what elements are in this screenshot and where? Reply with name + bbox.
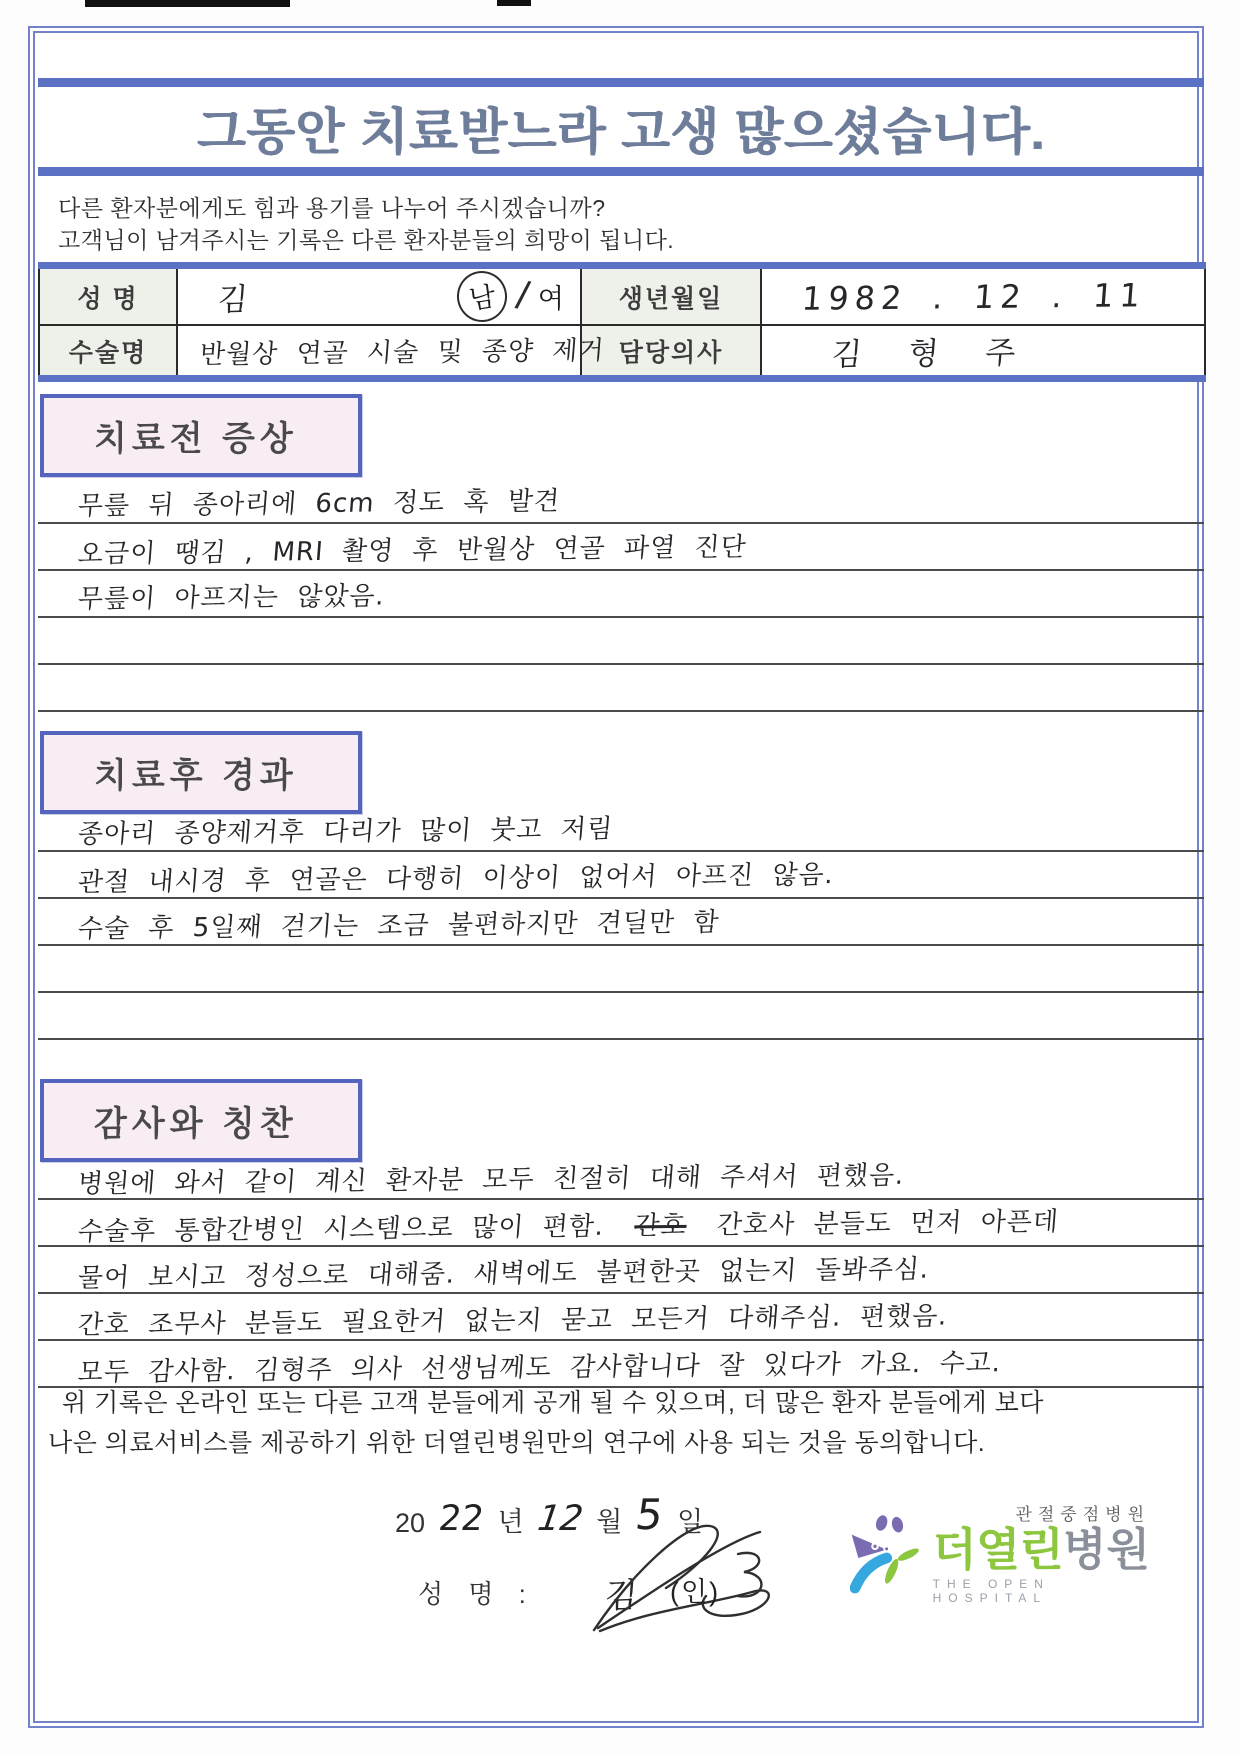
date-day-hand: 5 [632,1490,667,1539]
handwritten-text: 오금이 땡김 , MRI 촬영 후 반월상 연골 파열 진단 [76,532,748,570]
surgery-label: 수술명 [39,325,177,379]
progress-lines [38,805,1204,1040]
table-row [39,325,1205,379]
writing-line [38,1294,1204,1341]
table-row [39,266,1205,326]
consent-text [48,1383,1203,1463]
thanks-lines [38,1153,1204,1388]
consent-line-2: 나은 의료서비스를 제공하기 위한 더열린병원만의 연구에 사용 되는 것을 동의합니다. [48,1429,986,1457]
doctor-label: 담당의사 [581,325,761,379]
section-symptoms-header [40,394,362,477]
handwritten-text: 수술 후 5일째 걷기는 조금 불편하지만 견딜만 함 [76,907,721,945]
section-title-text: 감사와 칭찬 [94,1105,298,1143]
logo-name [932,1524,1150,1575]
logo-text-block [933,1500,1150,1605]
doctor-value: 김 형 주 [830,334,1031,374]
section-progress-header [40,731,362,814]
birth-value: 1982 . 12 . 11 [800,275,1148,318]
section-title-box [40,394,362,477]
handwritten-text: 모두 감사함. 김형주 의사 선생님께도 감사합니다 잘 있다가 가요. 수고. [76,1348,1003,1388]
date-year-hand: 22 [436,1499,487,1539]
date-month-unit: 월 [596,1507,623,1537]
section-title-text: 치료후 경과 [94,757,298,795]
dragonfly-logo-icon [850,1505,927,1601]
writing-line [38,477,1204,524]
logo-name-accent: 더열린 [932,1524,1064,1575]
signature-label: 성 명 : [418,1579,535,1609]
handwritten-text: 물어 보시고 정성으로 대해줌. 새벽에도 불편한곳 없는지 돌봐주심. [76,1254,931,1294]
handwritten-text [77,1201,1073,1248]
intro-line-2: 고객님이 남겨주시는 기록은 다른 환자분들의 희망이 됩니다. [58,227,675,253]
scan-artifact [497,0,531,6]
writing-line-empty [38,618,1204,665]
handwritten-text: 무릎이 아프지는 않았음. [76,581,386,615]
writing-line-empty [38,946,1204,993]
date-year-unit: 년 [497,1507,524,1537]
signature-seal-area [588,1512,798,1642]
gender-male-circled: 남 [453,268,510,325]
intro-line-1: 다른 환자분에게도 힘과 용기를 나누어 주시겠습니까? [58,195,606,221]
section-title-box [40,731,362,814]
gender-female: 여 [537,284,564,314]
writing-line [38,571,1204,618]
writing-line [38,899,1204,946]
name-cell [177,266,581,326]
handwritten-text: 종아리 종양제거후 다리가 많이 붓고 저림 [76,814,615,850]
birth-label: 생년월일 [581,266,761,326]
consent-line-1: 위 기록은 온라인 또는 다른 고객 분들에게 공개 될 수 있으며, 더 많은 환자 분들에게 보다 [62,1389,1044,1417]
writing-line [38,1341,1204,1388]
writing-line [38,1247,1204,1294]
header-rule-top [38,78,1204,87]
struck-word: 간호 [633,1210,688,1242]
writing-line-empty [38,993,1204,1040]
symptoms-lines [38,477,1204,712]
handwritten-text: 간호 조무사 분들도 필요한거 없는지 묻고 모든거 다해주심. 편했음. [76,1301,949,1341]
handwritten-text: 무릎 뒤 종아리에 6cm 정도 혹 발견 [76,486,562,522]
header-rule-bottom [38,167,1204,176]
signature-name-hand: 김 [603,1575,641,1617]
writing-line [38,524,1204,571]
patient-info-table [38,262,1206,382]
gender-select [457,271,564,322]
name-label: 성 명 [39,266,177,326]
seal-label: (인) [670,1577,721,1607]
writing-line [38,1200,1204,1247]
logo-name-rest: 병원 [1063,1524,1150,1575]
writing-line-empty [38,665,1204,712]
scan-artifact [85,0,290,7]
section-title-text: 치료전 증상 [94,420,298,458]
doctor-cell [761,325,1205,379]
writing-line [38,852,1204,899]
date-day-unit: 일 [677,1507,704,1537]
section-title-box [40,1079,362,1162]
page-title: 그동안 치료받느라 고생 많으셨습니다. [196,104,1046,160]
date-century: 20 [395,1508,426,1538]
handwritten-segment: 간호사 분들도 먼저 아픈데 [715,1206,1061,1241]
writing-line [38,805,1204,852]
logo-tagline-top: 관절중점병원 [1015,1505,1150,1524]
birth-cell [761,266,1205,326]
gender-slash: / [512,273,533,319]
intro-text [58,192,674,256]
writing-line [38,1153,1204,1200]
section-thanks-header [40,1079,362,1162]
handwritten-segment: 수술후 통합간병인 시스템으로 많이 편함. [76,1211,606,1248]
surgery-value: 반월상 연골 시술 및 종양 제거 [198,335,606,371]
date-month-hand: 12 [534,1499,586,1539]
handwritten-text: 관절 내시경 후 연골은 다행히 이상이 없어서 아프진 않음. [76,860,836,898]
logo-tagline-bottom: THE OPEN HOSPITAL [932,1577,1050,1605]
hospital-logo [850,1500,1150,1605]
surgery-cell [177,325,606,379]
name-value: 김 [216,281,251,319]
handwritten-text: 병원에 와서 같이 계신 환자분 모두 친절히 대해 주셔서 편했음. [76,1160,906,1200]
